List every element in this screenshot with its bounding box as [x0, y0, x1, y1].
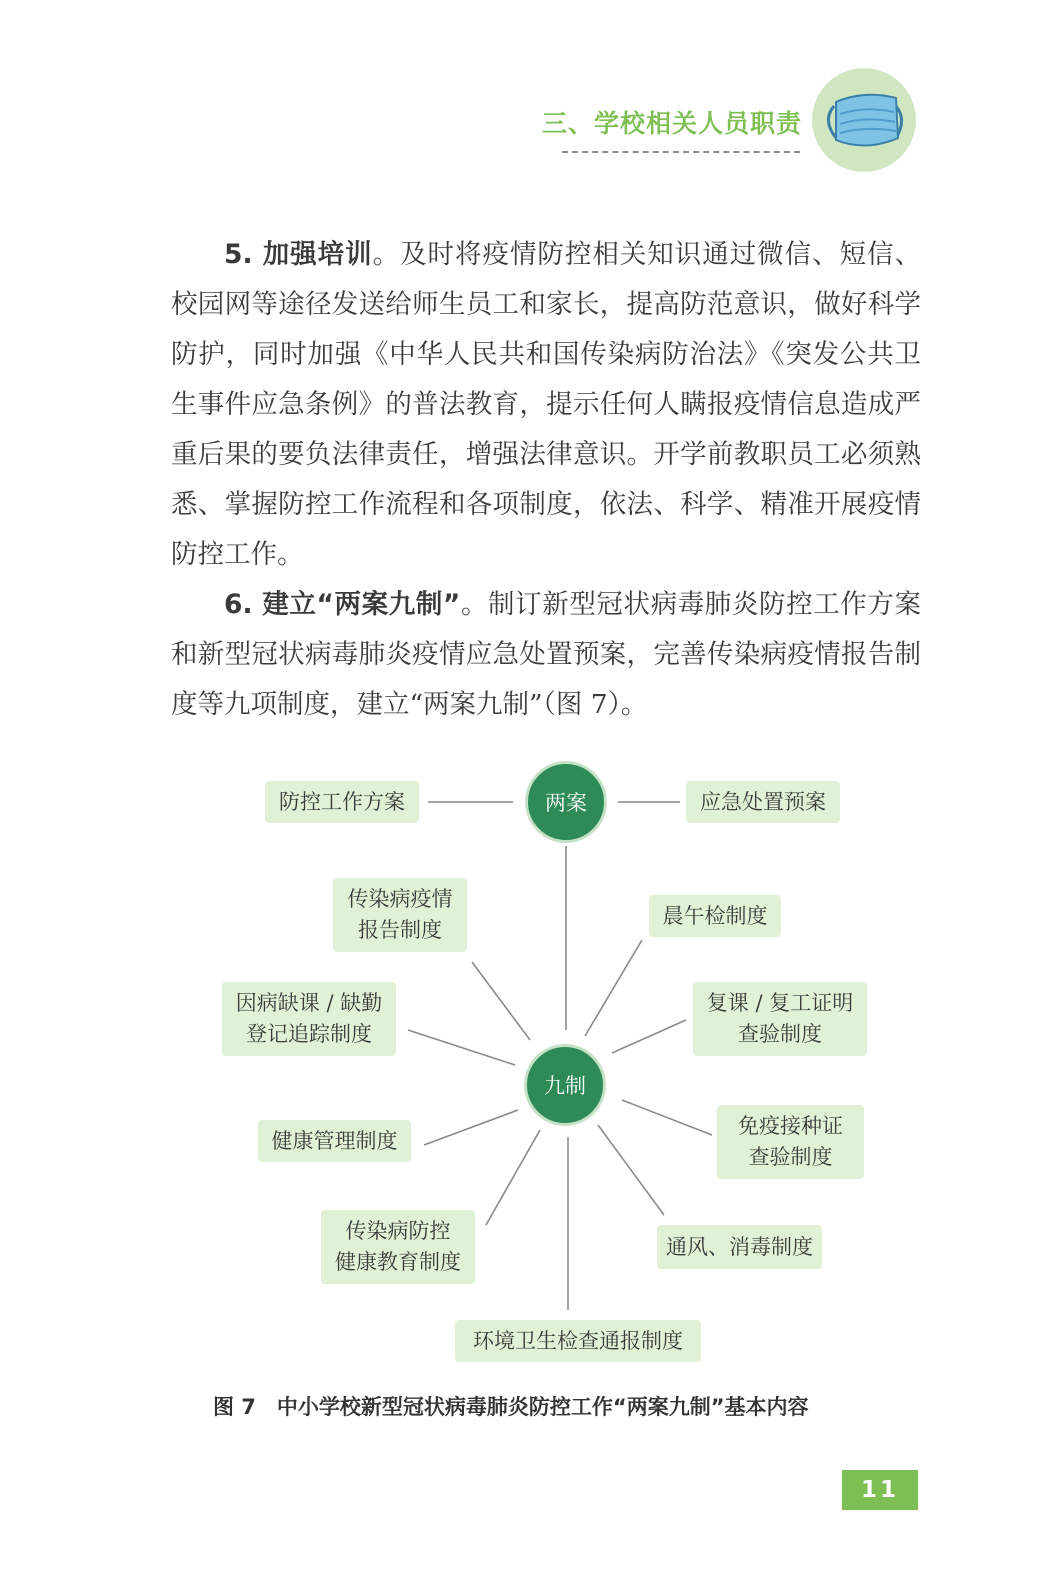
system-vaccination-check: 免疫接种证 查验制度 — [717, 1105, 864, 1179]
system-morning-check: 晨午检制度 — [649, 895, 781, 937]
body-text — [171, 230, 921, 730]
system-absence-tracking: 因病缺课 / 缺勤 登记追踪制度 — [222, 982, 396, 1056]
plan-prevention-control: 防控工作方案 — [265, 781, 419, 823]
hub-nine-systems: 九制 — [524, 1044, 606, 1126]
system-ventilation-disinfection: 通风、消毒制度 — [657, 1225, 822, 1269]
hub-two-plans: 两案 — [525, 761, 607, 843]
diagram-connectors — [0, 740, 1058, 1380]
paragraph-5 — [171, 230, 921, 580]
plan-emergency-response: 应急处置预案 — [686, 781, 840, 823]
paragraph-6-text: 。制订新型冠状病毒肺炎防控工作方案和新型冠状病毒肺炎疫情应急处置预案，完善传染病疫情报告制度等九项制度，建立“两案九制”（图 7）。 — [171, 589, 921, 720]
paragraph-6-heading: 6. 建立“两案九制” — [224, 589, 461, 620]
page-number: 11 — [842, 1470, 918, 1510]
paragraph-5-text: 。及时将疫情防控相关知识通过微信、短信、校园网等途径发送给师生员工和家长，提高防范意识，做好科学防护，同时加强《中华人民共和国传染病防治法》《突发公共卫生事件应急条例》的普法教育，提示任何人瞒报疫情信息造成严重后果的要负法律责任，增强法律意识。开学前教职员工必须熟悉、掌握防控工作流程和各项制度，依法、科学、精准开展疫情防控工作。 — [171, 239, 922, 570]
face-mask-icon — [812, 68, 916, 172]
system-health-education: 传染病防控 健康教育制度 — [321, 1210, 475, 1284]
header-divider — [562, 151, 800, 153]
chapter-title: 三、学校相关人员职责 — [541, 109, 802, 138]
system-sanitation-inspection: 环境卫生检查通报制度 — [455, 1320, 701, 1362]
figure-caption: 图 7 中小学校新型冠状病毒肺炎防控工作“两案九制”基本内容 — [213, 1395, 809, 1419]
system-epidemic-reporting: 传染病疫情 报告制度 — [333, 878, 467, 952]
paragraph-6 — [171, 580, 921, 730]
paragraph-5-heading: 5. 加强培训 — [224, 239, 373, 270]
system-health-management: 健康管理制度 — [258, 1120, 411, 1162]
system-return-certificate: 复课 / 复工证明 查验制度 — [693, 982, 867, 1056]
two-plans-nine-systems-diagram — [0, 740, 1058, 1380]
